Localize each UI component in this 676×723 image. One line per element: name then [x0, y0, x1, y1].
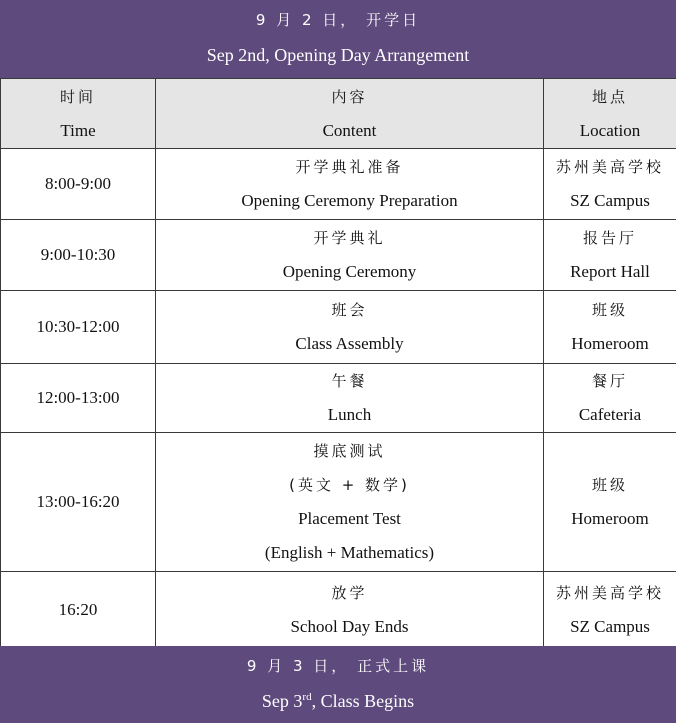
row-location-zh: 报告厅 [582, 229, 637, 247]
row-location-en: SZ Campus [570, 191, 650, 210]
row-location [544, 572, 676, 649]
row-content-en: Placement Test [298, 509, 401, 528]
class-begins-banner [0, 646, 676, 723]
table-header-row [1, 79, 676, 149]
row-location-en: Cafeteria [578, 405, 642, 424]
ordinal-suffix: rd [302, 691, 312, 703]
row-location-en: Homeroom [571, 509, 649, 528]
class-begins-title-en [1, 688, 675, 714]
header-content-zh: 内容 [331, 87, 368, 106]
row-time: 13:00-16:20 [1, 433, 156, 572]
row-location [544, 149, 676, 220]
row-content [156, 220, 544, 291]
row-content-zh: 开学典礼准备 [295, 158, 404, 176]
header-location-en: Location [579, 120, 641, 140]
row-time: 12:00-13:00 [1, 364, 156, 433]
row-content-en: Lunch [327, 405, 372, 424]
opening-day-title-en: Sep 2nd, Opening Day Arrangement [206, 45, 470, 65]
table-row [1, 291, 676, 364]
header-time-en: Time [60, 120, 96, 140]
row-content-zh: 摸底测试 [313, 442, 386, 460]
row-content-zh: 开学典礼 [313, 229, 386, 247]
class-begins-title-zh: 9 月 3 日， 正式上课 [246, 657, 430, 675]
table-row [1, 220, 676, 291]
row-content-en: Opening Ceremony Preparation [241, 191, 458, 210]
row-time: 16:20 [1, 572, 156, 649]
row-content-zh-secondary: (英文 + 数学) [289, 476, 410, 494]
schedule-table [0, 78, 676, 649]
row-time: 10:30-12:00 [1, 291, 156, 364]
row-location [544, 433, 676, 572]
row-time: 8:00-9:00 [1, 149, 156, 220]
class-begins-date: Sep 3 [261, 691, 303, 711]
opening-day-banner [0, 0, 676, 78]
row-content-zh: 班会 [331, 301, 368, 319]
row-location-zh: 餐厅 [591, 372, 628, 390]
table-row [1, 364, 676, 433]
row-content [156, 572, 544, 649]
row-location-zh: 苏州美高学校 [555, 584, 664, 602]
row-location-en: Homeroom [571, 334, 649, 353]
class-begins-label: , Class Begins [311, 691, 415, 711]
table-row [1, 572, 676, 649]
table-row [1, 433, 676, 572]
header-location-zh: 地点 [591, 87, 628, 106]
row-content [156, 291, 544, 364]
row-content [156, 149, 544, 220]
row-location-zh: 班级 [591, 476, 628, 494]
header-content-cell [156, 79, 544, 149]
row-content-en: Opening Ceremony [282, 262, 417, 281]
header-time-zh: 时间 [59, 87, 96, 106]
row-time: 9:00-10:30 [1, 220, 156, 291]
header-location-cell [544, 79, 676, 149]
row-content-en: Class Assembly [295, 334, 404, 353]
row-location [544, 220, 676, 291]
table-row [1, 149, 676, 220]
row-content-en: School Day Ends [290, 617, 409, 636]
header-time-cell [1, 79, 156, 149]
opening-day-title-zh: 9 月 2 日， 开学日 [255, 11, 421, 29]
row-location [544, 291, 676, 364]
row-location [544, 364, 676, 433]
row-location-zh: 班级 [591, 301, 628, 319]
row-location-en: Report Hall [570, 262, 650, 281]
row-location-zh: 苏州美高学校 [555, 158, 664, 176]
row-content-en-secondary: (English + Mathematics) [264, 543, 435, 562]
row-content-zh: 午餐 [331, 372, 368, 390]
row-content [156, 433, 544, 572]
row-location-en: SZ Campus [570, 617, 650, 636]
header-content-en: Content [322, 120, 377, 140]
row-content-zh: 放学 [331, 584, 368, 602]
row-content [156, 364, 544, 433]
